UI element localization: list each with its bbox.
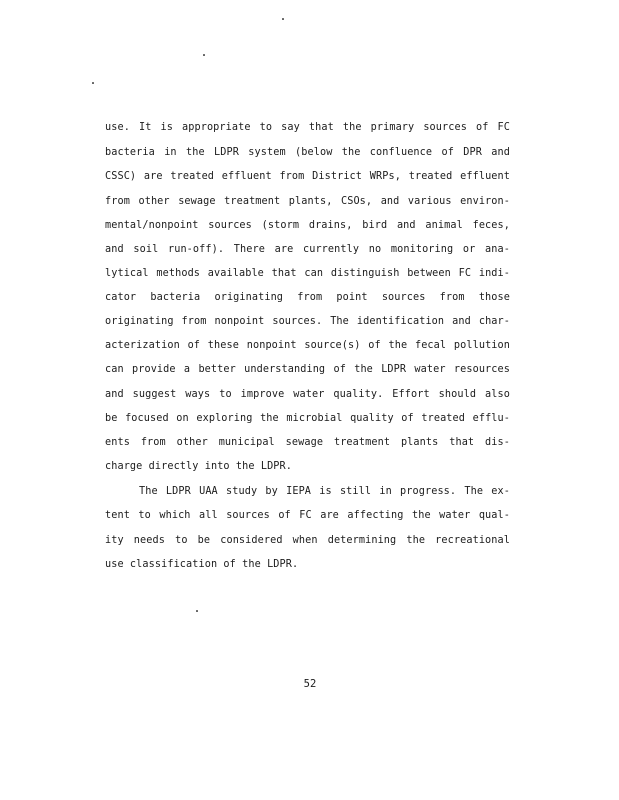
text-line: acterization of these nonpoint source(s) of the fecal pollution [105, 340, 510, 351]
scan-speck [282, 18, 284, 20]
text-line: use classification of the LDPR. [105, 559, 299, 570]
text-line: and soil run-off). There are currently no monitoring or ana- [105, 244, 510, 255]
text-line: ents from other municipal sewage treatment plants that dis- [105, 437, 510, 448]
scan-speck [196, 610, 198, 612]
text-line: from other sewage treatment plants, CSOs, and various environ- [105, 196, 510, 207]
scan-speck [92, 82, 94, 84]
text-line: can provide a better understanding of the LDPR water resources [105, 364, 510, 375]
text-line: tent to which all sources of FC are affecting the water qual- [105, 510, 510, 521]
text-line: be focused on exploring the microbial quality of treated efflu- [105, 413, 510, 424]
text-line: and suggest ways to improve water quality. Effort should also [105, 389, 510, 400]
text-line: CSSC) are treated effluent from District WRPs, treated effluent [105, 171, 510, 182]
text-line: use. It is appropriate to say that the primary sources of FC [105, 122, 510, 133]
text-line: bacteria in the LDPR system (below the confluence of DPR and [105, 147, 510, 158]
text-line: ity needs to be considered when determining the recreational [105, 535, 510, 546]
text-line: mental/nonpoint sources (storm drains, bird and animal feces, [105, 220, 510, 231]
text-line: originating from nonpoint sources. The identification and char- [105, 316, 510, 327]
text-line: cator bacteria originating from point sources from those [105, 292, 510, 303]
text-line: lytical methods available that can distinguish between FC indi- [105, 268, 510, 279]
scan-speck [203, 54, 205, 56]
page-number: 52 [303, 678, 317, 690]
text-line: The LDPR UAA study by IEPA is still in progress. The ex- [139, 486, 510, 497]
text-line: charge directly into the LDPR. [105, 461, 293, 472]
